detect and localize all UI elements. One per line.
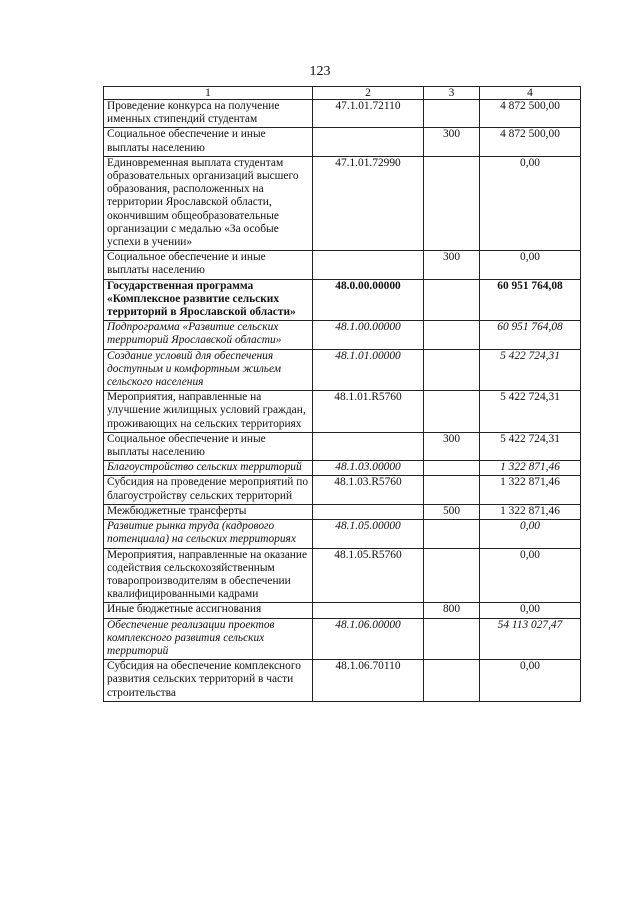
table-row (104, 548, 581, 603)
table-row (104, 391, 581, 433)
row-expense-type-cell (424, 349, 480, 391)
row-code-cell: 48.1.05.R5760 (313, 548, 424, 603)
table-row (104, 618, 581, 660)
row-code-cell: 48.1.03.00000 (313, 461, 424, 476)
row-code-cell: 48.1.00.00000 (313, 321, 424, 349)
row-code-cell: 48.1.05.00000 (313, 520, 424, 548)
row-expense-type-cell (424, 548, 480, 603)
row-amount-cell: 5 422 724,31 (480, 391, 581, 433)
row-name-cell: Создание условий для обеспечения доступным и комфортным жильем сельского населения (104, 349, 313, 391)
row-expense-type-cell (424, 156, 480, 250)
row-amount-cell: 0,00 (480, 660, 581, 702)
page-number: 123 (309, 64, 331, 79)
row-expense-type-cell: 300 (424, 432, 480, 460)
row-code-cell: 48.1.06.70110 (313, 660, 424, 702)
row-expense-type-cell (424, 391, 480, 433)
table-row (104, 279, 581, 321)
row-expense-type-cell: 800 (424, 603, 480, 618)
row-amount-cell: 0,00 (480, 520, 581, 548)
row-code-cell: 47.1.01.72990 (313, 156, 424, 250)
row-amount-cell: 1 322 871,46 (480, 504, 581, 519)
table-row (104, 520, 581, 548)
row-name-cell: Государственная программа «Комплексное развитие сельских территорий в Ярославской области» (104, 279, 313, 321)
row-code-cell: 48.1.03.R5760 (313, 476, 424, 504)
table-row (104, 432, 581, 460)
row-expense-type-cell: 300 (424, 251, 480, 279)
row-code-cell (313, 432, 424, 460)
row-amount-cell: 5 422 724,31 (480, 432, 581, 460)
row-code-cell: 48.0.00.00000 (313, 279, 424, 321)
row-amount-cell: 1 322 871,46 (480, 476, 581, 504)
table-row (104, 321, 581, 349)
table-row (104, 461, 581, 476)
row-code-cell (313, 603, 424, 618)
row-name-cell: Мероприятия, направленные на оказание содействия сельскохозяйственным товаропроизводителям в обеспечении квалифицированными кадрами (104, 548, 313, 603)
row-amount-cell: 4 872 500,00 (480, 128, 581, 156)
row-name-cell: Развитие рынка труда (кадрового потенциала) на сельских территориях (104, 520, 313, 548)
row-expense-type-cell (424, 321, 480, 349)
row-name-cell: Проведение конкурса на получение именных стипендий студентам (104, 100, 313, 128)
row-amount-cell: 0,00 (480, 251, 581, 279)
row-amount-cell: 1 322 871,46 (480, 461, 581, 476)
row-name-cell: Иные бюджетные ассигнования (104, 603, 313, 618)
table-row (104, 349, 581, 391)
table-row (104, 603, 581, 618)
table-row (104, 504, 581, 519)
row-amount-cell: 0,00 (480, 603, 581, 618)
budget-table (103, 86, 581, 702)
row-code-cell: 48.1.01.R5760 (313, 391, 424, 433)
row-name-cell: Субсидия на обеспечение комплексного развития сельских территорий в части строительства (104, 660, 313, 702)
row-name-cell: Субсидия на проведение мероприятий по благоустройству сельских территорий (104, 476, 313, 504)
row-expense-type-cell (424, 520, 480, 548)
table-row (104, 100, 581, 128)
row-name-cell: Социальное обеспечение и иные выплаты населению (104, 251, 313, 279)
column-header-4: 4 (480, 87, 581, 100)
row-name-cell: Подпрограмма «Развитие сельских территорий Ярославской области» (104, 321, 313, 349)
row-code-cell (313, 128, 424, 156)
row-name-cell: Социальное обеспечение и иные выплаты населению (104, 432, 313, 460)
row-code-cell: 48.1.06.00000 (313, 618, 424, 660)
row-amount-cell: 0,00 (480, 156, 581, 250)
row-expense-type-cell: 500 (424, 504, 480, 519)
row-expense-type-cell (424, 660, 480, 702)
row-name-cell: Благоустройство сельских территорий (104, 461, 313, 476)
row-expense-type-cell (424, 100, 480, 128)
table-header-row (104, 87, 581, 100)
row-expense-type-cell (424, 279, 480, 321)
column-header-2: 2 (313, 87, 424, 100)
table-row (104, 128, 581, 156)
table-row (104, 476, 581, 504)
row-code-cell (313, 504, 424, 519)
row-expense-type-cell (424, 461, 480, 476)
table-row (104, 156, 581, 250)
column-header-1: 1 (104, 87, 313, 100)
table-row (104, 251, 581, 279)
row-name-cell: Межбюджетные трансферты (104, 504, 313, 519)
row-expense-type-cell (424, 618, 480, 660)
row-amount-cell: 0,00 (480, 548, 581, 603)
row-code-cell: 47.1.01.72110 (313, 100, 424, 128)
table-body (104, 100, 581, 702)
row-code-cell: 48.1.01.00000 (313, 349, 424, 391)
row-name-cell: Мероприятия, направленные на улучшение жилищных условий граждан, проживающих на сельских территориях (104, 391, 313, 433)
table-row (104, 660, 581, 702)
row-expense-type-cell (424, 476, 480, 504)
row-amount-cell: 4 872 500,00 (480, 100, 581, 128)
row-amount-cell: 54 113 027,47 (480, 618, 581, 660)
row-code-cell (313, 251, 424, 279)
row-amount-cell: 5 422 724,31 (480, 349, 581, 391)
row-name-cell: Единовременная выплата студентам образовательных организаций высшего образования, расположенных на территории Ярославской области, окончившим общеобразовательные организации с медалью «За особые успехи в учении» (104, 156, 313, 250)
row-amount-cell: 60 951 764,08 (480, 279, 581, 321)
column-header-3: 3 (424, 87, 480, 100)
row-expense-type-cell: 300 (424, 128, 480, 156)
row-amount-cell: 60 951 764,08 (480, 321, 581, 349)
row-name-cell: Социальное обеспечение и иные выплаты населению (104, 128, 313, 156)
row-name-cell: Обеспечение реализации проектов комплексного развития сельских территорий (104, 618, 313, 660)
